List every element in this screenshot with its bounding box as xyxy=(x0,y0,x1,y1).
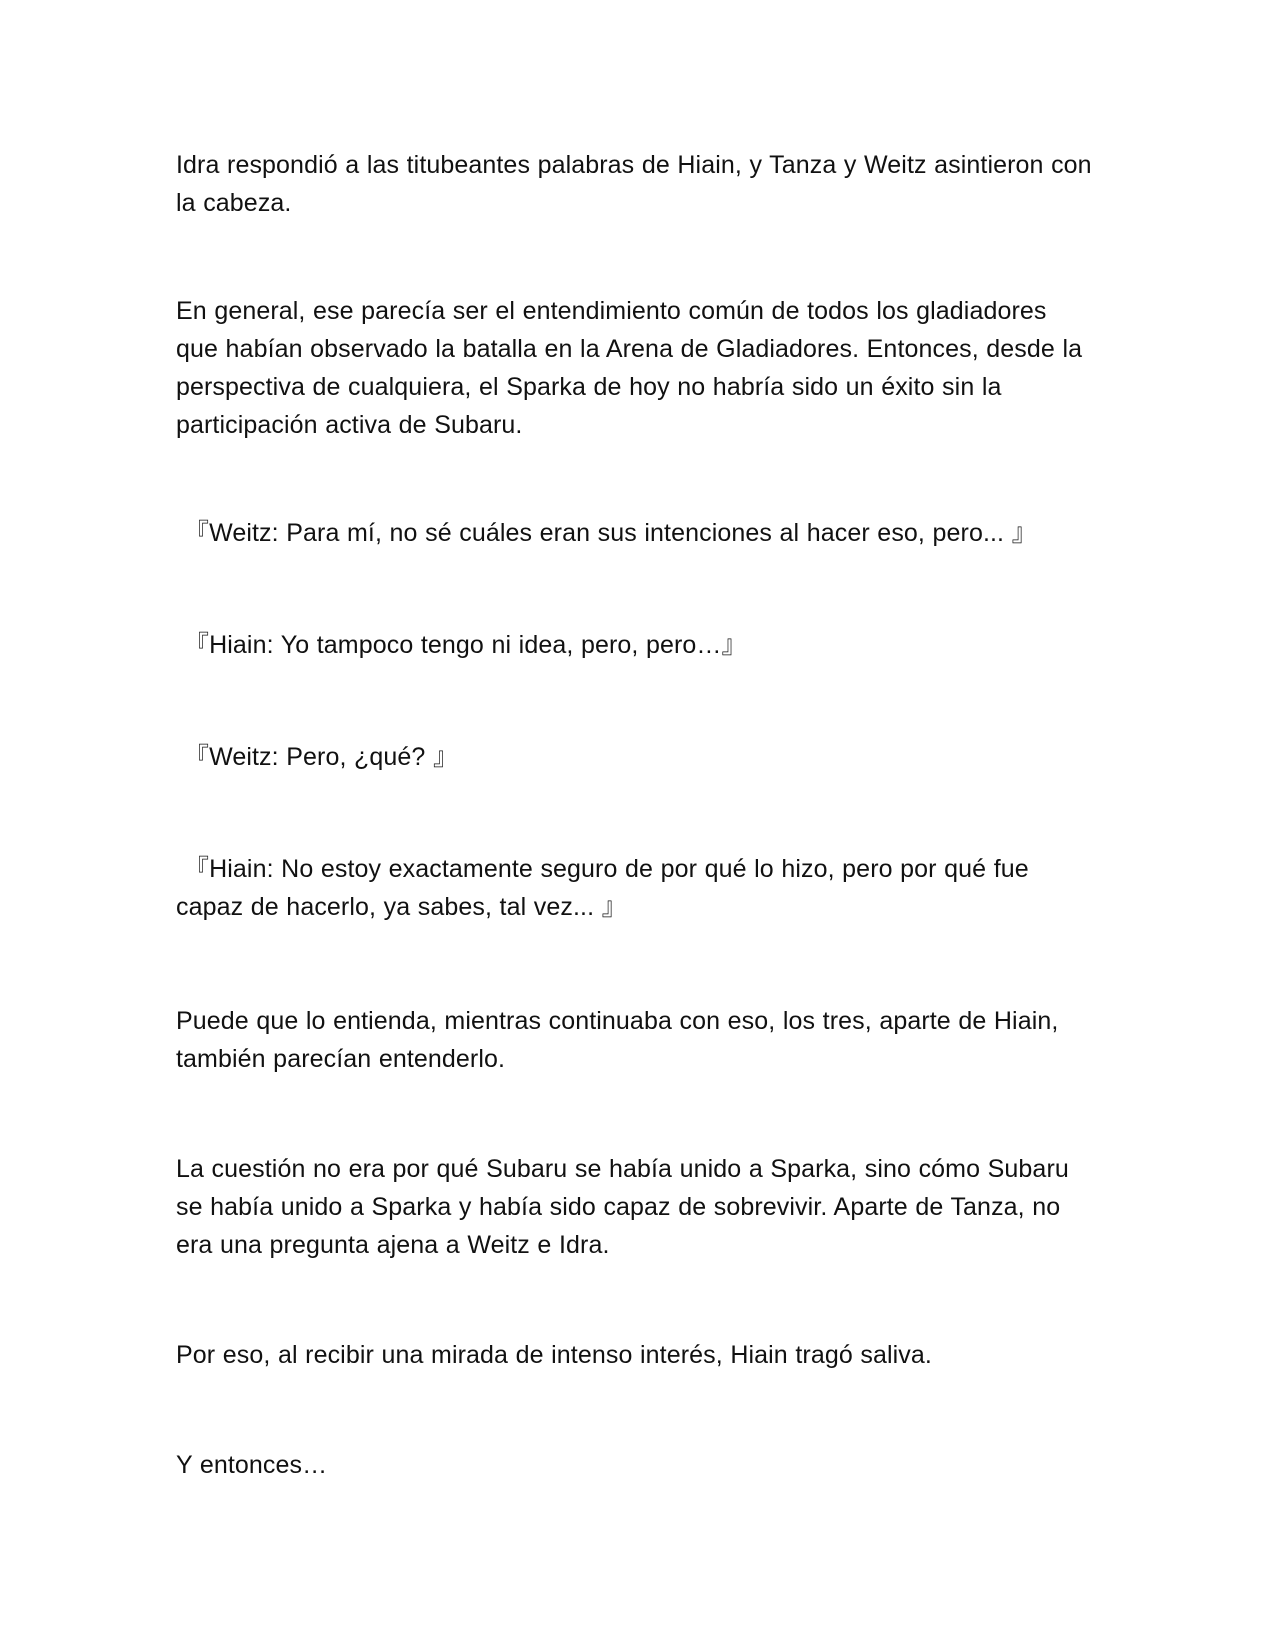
paragraph-4: La cuestión no era por qué Subaru se había unido a Sparka, sino cómo Subaru se había unido a Sparka y había sido capaz de sobrevivir. Aparte de Tanza, no era una pregunta ajena a Weitz e Idra. xyxy=(176,1155,1069,1259)
paragraph-5: Por eso, al recibir una mirada de intenso interés, Hiain tragó saliva. xyxy=(176,1341,932,1369)
paragraph-3: Puede que lo entienda, mientras continuaba con eso, los tres, aparte de Hiain, también parecían entenderlo. xyxy=(176,1007,1059,1073)
dialogue-hiain-2: 『Hiain: No estoy exactamente seguro de por qué lo hizo, pero por qué fue capaz de hacerlo, ya sabes, tal vez... 』 xyxy=(176,855,1029,921)
dialogue-weitz-1: 『Weitz: Para mí, no sé cuáles eran sus intenciones al hacer eso, pero... 』 xyxy=(184,519,1037,547)
paragraph-6: Y entonces… xyxy=(176,1451,328,1479)
paragraph-2: En general, ese parecía ser el entendimiento común de todos los gladiadores que habían observado la batalla en la Arena de Gladiadores. Entonces, desde la perspectiva de cualquiera, el Sparka de hoy no habría sido un éxito sin la participación activa de Subaru. xyxy=(176,297,1083,439)
paragraph-1: Idra respondió a las titubeantes palabras de Hiain, y Tanza y Weitz asintieron con la cabeza. xyxy=(176,151,1092,217)
dialogue-weitz-2: 『Weitz: Pero, ¿qué? 』 xyxy=(184,743,459,771)
dialogue-hiain-1: 『Hiain: Yo tampoco tengo ni idea, pero, pero…』 xyxy=(184,631,747,659)
